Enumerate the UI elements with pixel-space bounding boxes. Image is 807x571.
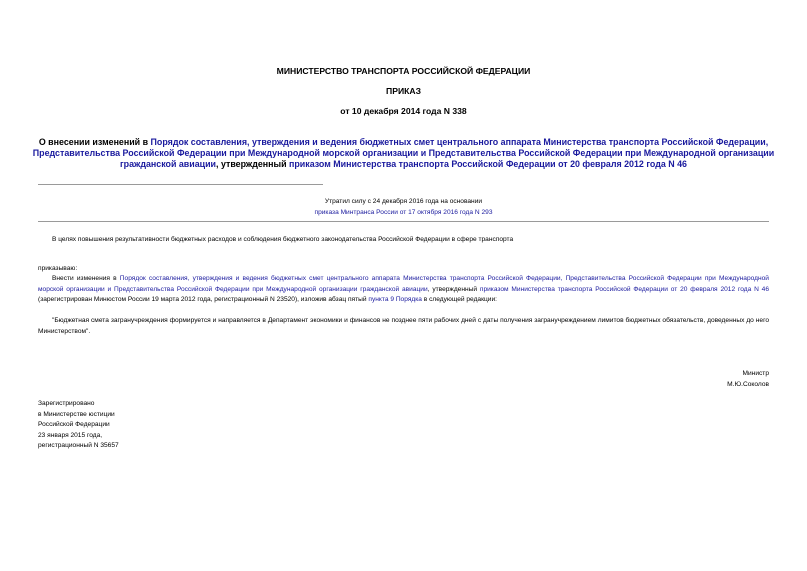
registration-line-3: Российской Федерации xyxy=(38,421,110,428)
divider-short xyxy=(38,184,323,185)
subject-middle: , утвержденный xyxy=(216,159,290,170)
amendment-paragraph xyxy=(38,274,769,306)
expired-order-link[interactable]: приказа Минтранса России от 17 октября 2016 года N 293 xyxy=(314,209,493,216)
amendment-mid2: (зарегистрирован Минюстом России 19 марта 2012 года, регистрационный N 23520), изложив абзац пятый xyxy=(38,296,369,303)
preamble-paragraph: В целях повышения результативности бюджетных расходов и соблюдения бюджетного законодательства Российской Федерации в сфере транспорта xyxy=(52,236,514,243)
expired-text: Утратил силу с 24 декабря 2016 года на основании xyxy=(324,198,483,205)
registration-line-4: 23 января 2015 года, xyxy=(38,431,103,439)
registration-line-1: Зарегистрировано xyxy=(38,400,95,407)
subject-order-link[interactable]: приказом Министерства транспорта Российской Федерации от 20 февраля 2012 года N 46 xyxy=(289,159,687,170)
subject-procedure-link[interactable]: Порядок составления, утверждения и ведения бюджетных смет центрального аппарата Министерства транспорта Российской Федерации, Представительства Российской Федерации при Международной морской организации и Представительства Российской Федерации при Международной организации гражданской авиации xyxy=(32,137,775,170)
order-date: от 10 декабря 2014 года N 338 xyxy=(340,106,467,116)
ministry-heading: МИНИСТЕРСТВО ТРАНСПОРТА РОССИЙСКОЙ ФЕДЕРАЦИИ xyxy=(276,66,531,76)
registration-block xyxy=(38,399,119,452)
order-verb: приказываю: xyxy=(38,265,78,272)
amendment-procedure-link[interactable]: Порядок составления, утверждения и ведения бюджетных смет центрального аппарата Министерства транспорта Российской Федерации, Представительства Российской Федерации при Международной морской организации и Представительства Российской Федерации при Международной организации гражданской авиации xyxy=(38,275,769,293)
amendment-prefix: Внести изменения в xyxy=(52,275,120,282)
signature-block xyxy=(727,369,769,390)
amendment-mid1: , утвержденный xyxy=(427,285,480,293)
signer-name: М.Ю.Соколов xyxy=(727,380,769,388)
new-wording-paragraph: "Бюджетная смета загранучреждения формируется и направляется в Департамент экономики и финансов не позднее пяти рабочих дней с даты получения загранучреждением лимитов бюджетных обязательств, доведенных до него Министерством". xyxy=(38,317,769,335)
divider-long xyxy=(38,221,769,222)
amendment-order-link[interactable]: приказом Министерства транспорта Российской Федерации от 20 февраля 2012 года N 46 xyxy=(479,285,769,293)
registration-line-2: в Министерстве юстиции xyxy=(38,410,115,418)
signer-position: Министр xyxy=(742,370,769,377)
registration-line-5: регистрационный N 35657 xyxy=(38,442,119,449)
order-title: ПРИКАЗ xyxy=(386,86,421,96)
expired-notice xyxy=(0,196,807,218)
amendment-clause-link[interactable]: пункта 9 Порядка xyxy=(368,296,422,303)
subject-prefix: О внесении изменений в xyxy=(38,137,151,147)
amendment-suffix: в следующей редакции: xyxy=(421,296,497,303)
order-subject xyxy=(28,137,779,171)
